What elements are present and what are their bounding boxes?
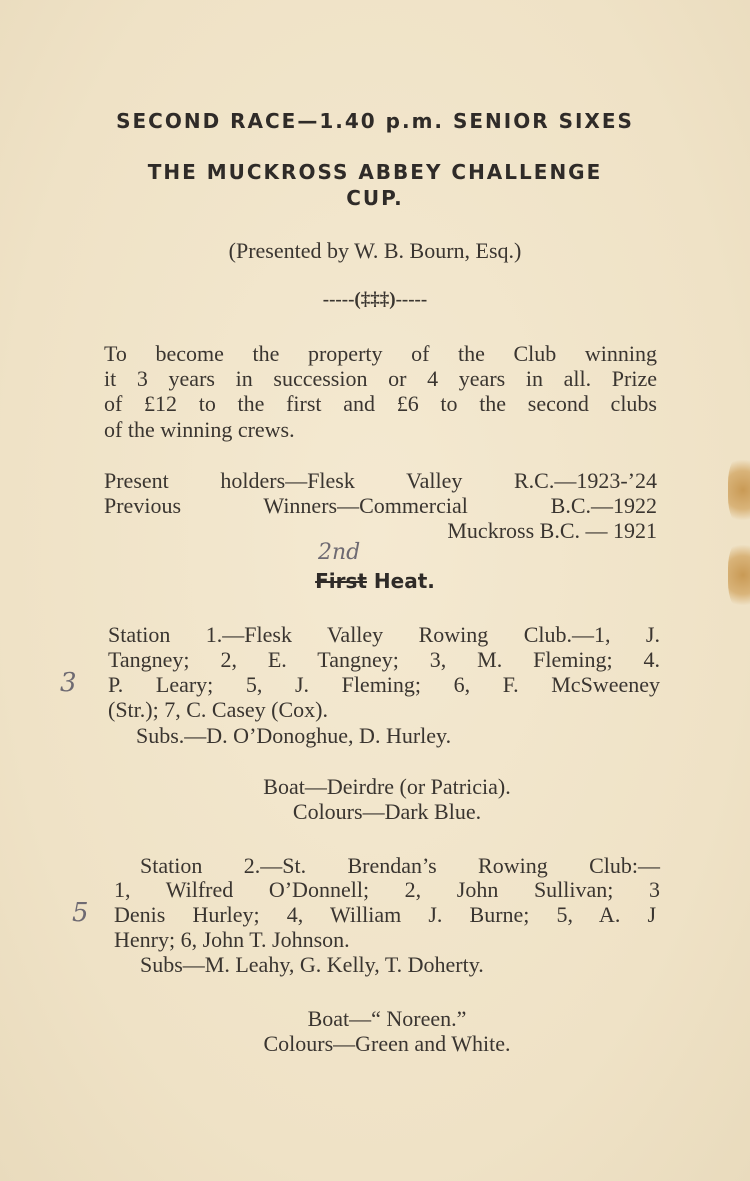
margin-note: 5 bbox=[72, 898, 89, 928]
station1-colours: Colours—Dark Blue. bbox=[292, 799, 482, 824]
previous-winners-cont: Muckross B.C. — 1921 bbox=[447, 518, 657, 543]
station1-line: (Str.); 7, C. Casey (Cox). bbox=[108, 697, 328, 722]
heat-struck-word: First bbox=[315, 569, 367, 593]
station1-boat: Boat—Deirdre (or Patricia). bbox=[263, 774, 511, 799]
presented-by: (Presented by W. B. Bourn, Esq.) bbox=[228, 238, 522, 263]
conditions-line: of £12 to the first and £6 to the second clubs bbox=[104, 391, 657, 416]
station2-line: Denis Hurley; 4, William J. Burne; 5, A. J bbox=[114, 902, 656, 927]
station2-boat: Boat—“ Noreen.” bbox=[307, 1006, 467, 1031]
heat-label: Heat. bbox=[373, 569, 435, 593]
paper-stain bbox=[728, 455, 750, 525]
race-title: SECOND RACE—1.40 p.m. SENIOR SIXES bbox=[116, 109, 634, 133]
margin-note: 3 bbox=[60, 668, 77, 698]
present-holders: Present holders—Flesk Valley R.C.—1923-’24 bbox=[104, 468, 657, 493]
previous-winners: Previous Winners—Commercial B.C.—1922 bbox=[104, 493, 657, 518]
handwritten-heat-note: 2nd bbox=[318, 540, 361, 565]
station1-line: P. Leary; 5, J. Fleming; 6, F. McSweeney bbox=[108, 672, 660, 697]
station1-line: Station 1.—Flesk Valley Rowing Club.—1, J. bbox=[108, 622, 660, 647]
station1-line: Tangney; 2, E. Tangney; 3, M. Fleming; 4. bbox=[108, 647, 660, 672]
heat-heading bbox=[0, 568, 750, 594]
station2-line: Henry; 6, John T. Johnson. bbox=[114, 927, 350, 952]
station2-line: 1, Wilfred O’Donnell; 2, John Sullivan; 3 bbox=[114, 877, 660, 902]
station1-subs: Subs.—D. O’Donoghue, D. Hurley. bbox=[136, 723, 452, 748]
conditions-line: it 3 years in succession or 4 years in all. Prize bbox=[104, 366, 657, 391]
divider-ornament: -----(‡‡‡)----- bbox=[322, 289, 428, 310]
conditions-line: To become the property of the Club winning bbox=[104, 341, 657, 366]
conditions-line: of the winning crews. bbox=[104, 417, 295, 442]
cup-title: THE MUCKROSS ABBEY CHALLENGE bbox=[147, 160, 603, 184]
cup-title-cont: CUP. bbox=[346, 186, 404, 210]
station2-line: Station 2.—St. Brendan’s Rowing Club:— bbox=[140, 853, 660, 878]
paper-stain bbox=[728, 540, 750, 610]
station2-colours: Colours—Green and White. bbox=[263, 1031, 511, 1056]
station2-subs: Subs—M. Leahy, G. Kelly, T. Doherty. bbox=[140, 952, 484, 977]
